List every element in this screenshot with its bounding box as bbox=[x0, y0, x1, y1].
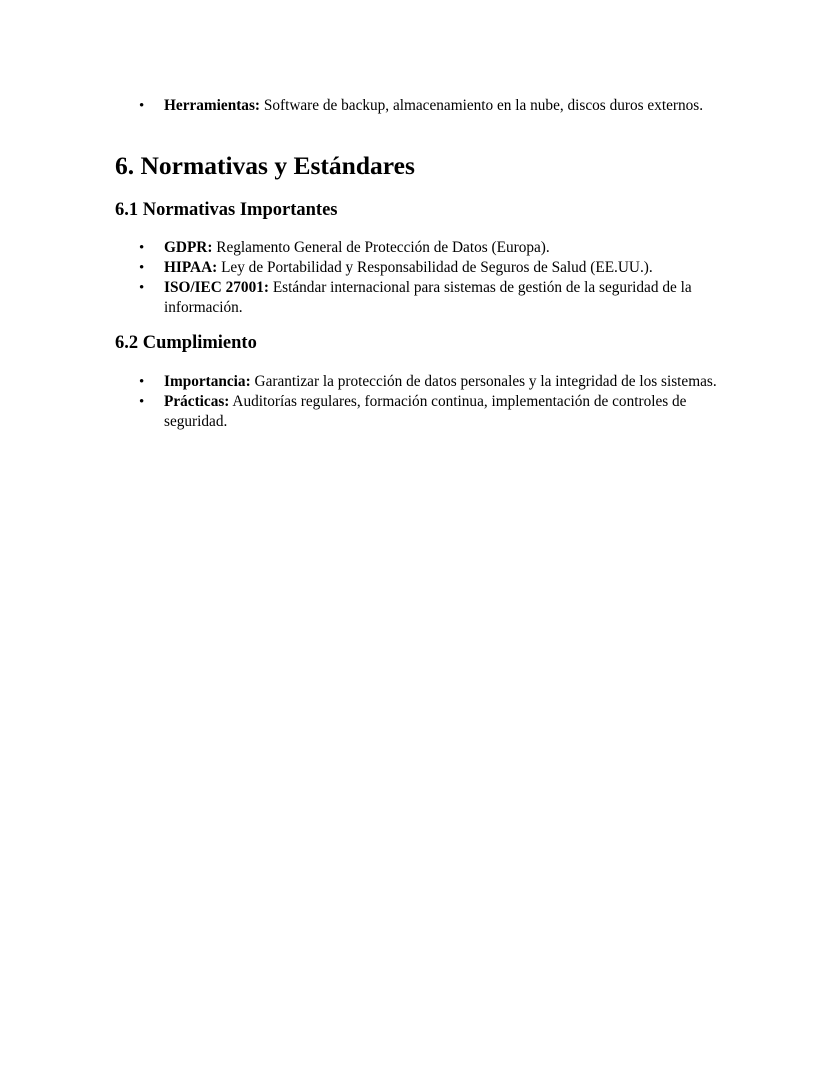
tools-bullet-list bbox=[137, 96, 717, 116]
list-item bbox=[137, 392, 717, 432]
cumplimiento-bullet-list bbox=[137, 372, 717, 432]
list-item bbox=[137, 238, 717, 258]
normativas-bullet-list bbox=[137, 238, 717, 318]
list-item bbox=[137, 278, 717, 318]
list-item-term: HIPAA: bbox=[164, 259, 218, 276]
bullet-icon: • bbox=[139, 240, 145, 256]
subsection-heading-importantes: 6.1 Normativas Importantes bbox=[115, 200, 338, 220]
subsection-heading-cumplimiento: 6.2 Cumplimiento bbox=[115, 333, 257, 353]
list-item-text: Software de backup, almacenamiento en la nube, discos duros externos. bbox=[263, 97, 704, 114]
list-item-term: GDPR: bbox=[164, 239, 213, 256]
section-heading: 6. Normativas y Estándares bbox=[115, 151, 415, 180]
list-item-term: ISO/IEC 27001: bbox=[164, 279, 269, 296]
list-item-term: Importancia: bbox=[164, 373, 251, 390]
bullet-icon: • bbox=[139, 394, 145, 410]
bullet-icon: • bbox=[139, 260, 145, 276]
list-item bbox=[137, 96, 717, 116]
list-item-text: Auditorías regulares, formación continua, implementación de controles de seguridad. bbox=[164, 393, 687, 430]
list-item-text: Estándar internacional para sistemas de gestión de la seguridad de la información. bbox=[164, 279, 692, 316]
bullet-icon: • bbox=[139, 98, 145, 114]
list-item bbox=[137, 372, 717, 392]
list-item bbox=[137, 258, 717, 278]
list-item-text: Ley de Portabilidad y Responsabilidad de Seguros de Salud (EE.UU.). bbox=[221, 259, 653, 276]
list-item-term: Prácticas: bbox=[164, 393, 230, 410]
list-item-text: Garantizar la protección de datos personales y la integridad de los sistemas. bbox=[254, 373, 717, 390]
bullet-icon: • bbox=[139, 280, 145, 296]
bullet-icon: • bbox=[139, 374, 145, 390]
list-item-text: Reglamento General de Protección de Datos (Europa). bbox=[216, 239, 550, 256]
list-item-term: Herramientas: bbox=[164, 97, 260, 114]
